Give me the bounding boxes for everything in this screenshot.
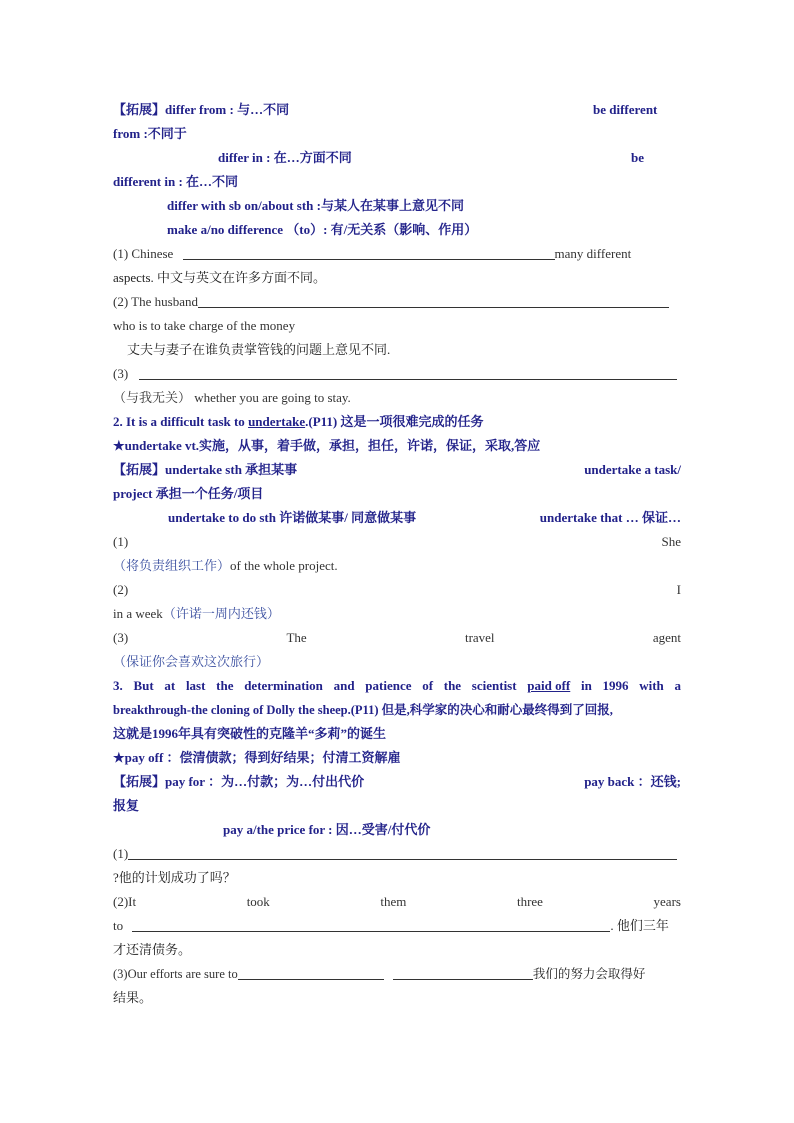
item2-q3 (113, 626, 681, 650)
answer-blank[interactable] (198, 293, 669, 308)
q2-prefix: (2) (113, 582, 129, 597)
ext-make-difference: make a/no difference （to）: 有/无关系（影响、作用） (167, 222, 478, 237)
heading-word: But (133, 678, 154, 693)
ext-pay-for: 【拓展】pay for ：为…付款；为…付出代价 (113, 774, 365, 789)
q2-continuation: who is to take charge of the money (113, 318, 296, 333)
extension-differ-line6 (113, 218, 681, 242)
q1-prefix: (1) Chinese (113, 246, 174, 261)
q2-prefix: (2) The husband (113, 294, 198, 309)
heading-word: of (422, 678, 434, 693)
item3-q3-line2 (113, 986, 681, 1010)
item2-keyword: undertake (248, 414, 306, 429)
item3-q2-line2 (113, 914, 681, 938)
heading-word: 1996 (602, 678, 629, 693)
answer-blank[interactable] (139, 365, 677, 380)
item3-extension-line2 (113, 794, 681, 818)
heading-continuation: breakthrough-the cloning of Dolly the sheep.(P11) 但是,科学家的决心和耐心最终得到了回报, (113, 703, 613, 717)
extension-differ-line1 (113, 98, 681, 122)
q3-translation-start: 我们的努力会取得好 (532, 967, 646, 981)
heading-word: last (185, 678, 206, 693)
q3-translation-end: 结果。 (113, 990, 153, 1005)
q2-end-word: I (676, 582, 681, 597)
q1-prefix: (1) (113, 534, 129, 549)
q1-end-word: She (661, 534, 681, 549)
extension-differ-line4 (113, 170, 681, 194)
q2-translation: 丈夫与妻子在谁负责掌管钱的问题上意见不同. (127, 342, 391, 357)
item3-q3 (113, 962, 681, 986)
q3-word: agent (652, 630, 681, 645)
q1-hint: （将负责组织工作） (113, 558, 231, 573)
item2-heading-pre: 2. It is a difficult task to (113, 414, 249, 429)
extension-differ-line2 (113, 122, 681, 146)
item2-q1 (113, 530, 681, 554)
heading-word: with (639, 678, 664, 693)
q2-word: three (516, 894, 543, 909)
heading-word: in (580, 678, 592, 693)
q3-prefix: (3) (113, 366, 129, 381)
item2-extension-line3 (113, 506, 681, 530)
keyword-paid-off: paid off (527, 678, 571, 693)
item3-q1-line2 (113, 866, 681, 890)
ext-be: be (631, 150, 644, 165)
heading-word: determination (244, 678, 323, 693)
q2-word: took (246, 894, 270, 909)
item2-extension-line2 (113, 482, 681, 506)
ext-differ-in: differ in : 在…方面不同 (218, 150, 352, 165)
answer-blank[interactable] (128, 845, 677, 860)
ext-differ-with: differ with sb on/about sth :与某人在某事上意见不同 (167, 198, 464, 213)
extension-differ-line3 (113, 146, 681, 170)
answer-blank[interactable] (183, 245, 555, 260)
ext-project: project 承担一个任务/项目 (113, 486, 264, 501)
ext-revenge: 报复 (113, 798, 140, 813)
ext-differ-from: 【拓展】differ from : 与…不同 (113, 102, 290, 117)
exercise1-q2-line2 (113, 314, 681, 338)
item2-q3-line2 (113, 650, 681, 674)
heading-word: and (333, 678, 355, 693)
item3-q2-line3 (113, 938, 681, 962)
ext-undertake-that: undertake that … 保证… (539, 510, 681, 525)
q3-prefix: (3) (113, 630, 129, 645)
ext-different-in: different in : 在…不同 (113, 174, 239, 189)
heading-translation: 这就是1996年具有突破性的克隆羊“多莉”的诞生 (113, 726, 387, 741)
item3-q1 (113, 842, 681, 866)
exercise1-q3-line2 (113, 386, 681, 410)
item2-q2-line2 (113, 602, 681, 626)
heading-word: the (443, 678, 462, 693)
ext-pay-price: pay a/the price for : 因…受害/付代价 (223, 822, 431, 837)
q3-prefix: (3)Our efforts are sure to (113, 967, 238, 981)
extension-differ-line5 (113, 194, 681, 218)
q1-prefix: (1) (113, 846, 129, 861)
heading-word: patience (365, 678, 412, 693)
ext-be-different: be different (593, 102, 658, 117)
item2-definition (113, 434, 681, 458)
q3-word: travel (464, 630, 495, 645)
ext-undertake-sth: 【拓展】undertake sth 承担某事 (113, 462, 298, 477)
q2-to: to (113, 918, 124, 933)
q1-translation: ?他的计划成功了吗？ (113, 870, 236, 885)
q3-hint: （保证你会喜欢这次旅行） (113, 654, 270, 669)
q2-word: years (653, 894, 681, 909)
q2-word: (2)It (113, 894, 137, 909)
item2-extension-line1 (113, 458, 681, 482)
ext-undertake-to-do: undertake to do sth 许诺做某事/ 同意做某事 (168, 510, 417, 525)
q2-word: them (380, 894, 407, 909)
item3-definition (113, 746, 681, 770)
q2-hint: （许诺一周内还钱） (162, 606, 280, 621)
heading-word: the (216, 678, 234, 693)
exercise1-q2 (113, 290, 681, 314)
item2-q2 (113, 578, 681, 602)
item2-heading-post: .(P11) 这是一项很难完成的任务 (305, 414, 484, 429)
ext-undertake-task: undertake a task/ (584, 462, 681, 477)
q3-hint: （与我无关） whether you are going to stay. (113, 390, 351, 405)
ext-pay-back: pay back ：还钱; (584, 774, 681, 789)
ext-from: from :不同于 (113, 126, 187, 141)
q2-translation-start: . 他们三年 (610, 918, 669, 933)
answer-blank[interactable] (238, 965, 384, 980)
item2-heading (113, 410, 681, 434)
heading-word: at (164, 678, 176, 693)
heading-word: 3. (113, 678, 123, 693)
exercise1-q1-line2 (113, 266, 681, 290)
item3-q2 (113, 890, 681, 914)
q1-translation: aspects. 中文与英文在许多方面不同。 (113, 270, 327, 285)
exercise1-q2-line3 (113, 338, 681, 362)
answer-blank[interactable] (132, 917, 610, 932)
q3-word: The (286, 630, 307, 645)
answer-blank[interactable] (393, 965, 533, 980)
item3-extension-line1 (113, 770, 681, 794)
item3-heading-line3 (113, 722, 681, 746)
q2-translation-end: 才还清债务。 (113, 942, 192, 957)
q2-rest: in a week (113, 606, 163, 621)
item2-q1-line2 (113, 554, 681, 578)
item3-heading-line2 (113, 698, 681, 722)
exercise1-q1 (113, 242, 681, 266)
exercise1-q3 (113, 362, 681, 386)
q1-suffix: many different (554, 246, 632, 261)
item3-heading-line1 (113, 674, 681, 698)
pay-off-definition: ★pay off ：偿清债款；得到好结果；付清工资解雇 (113, 750, 401, 765)
undertake-definition: ★undertake vt.实施，从事，着手做，承担，担任，许诺，保证，采取,答应 (113, 438, 541, 453)
q1-rest: of the whole project. (230, 558, 338, 573)
item3-extension-line3 (113, 818, 681, 842)
heading-word: scientist (471, 678, 517, 693)
heading-word: a (674, 678, 681, 693)
